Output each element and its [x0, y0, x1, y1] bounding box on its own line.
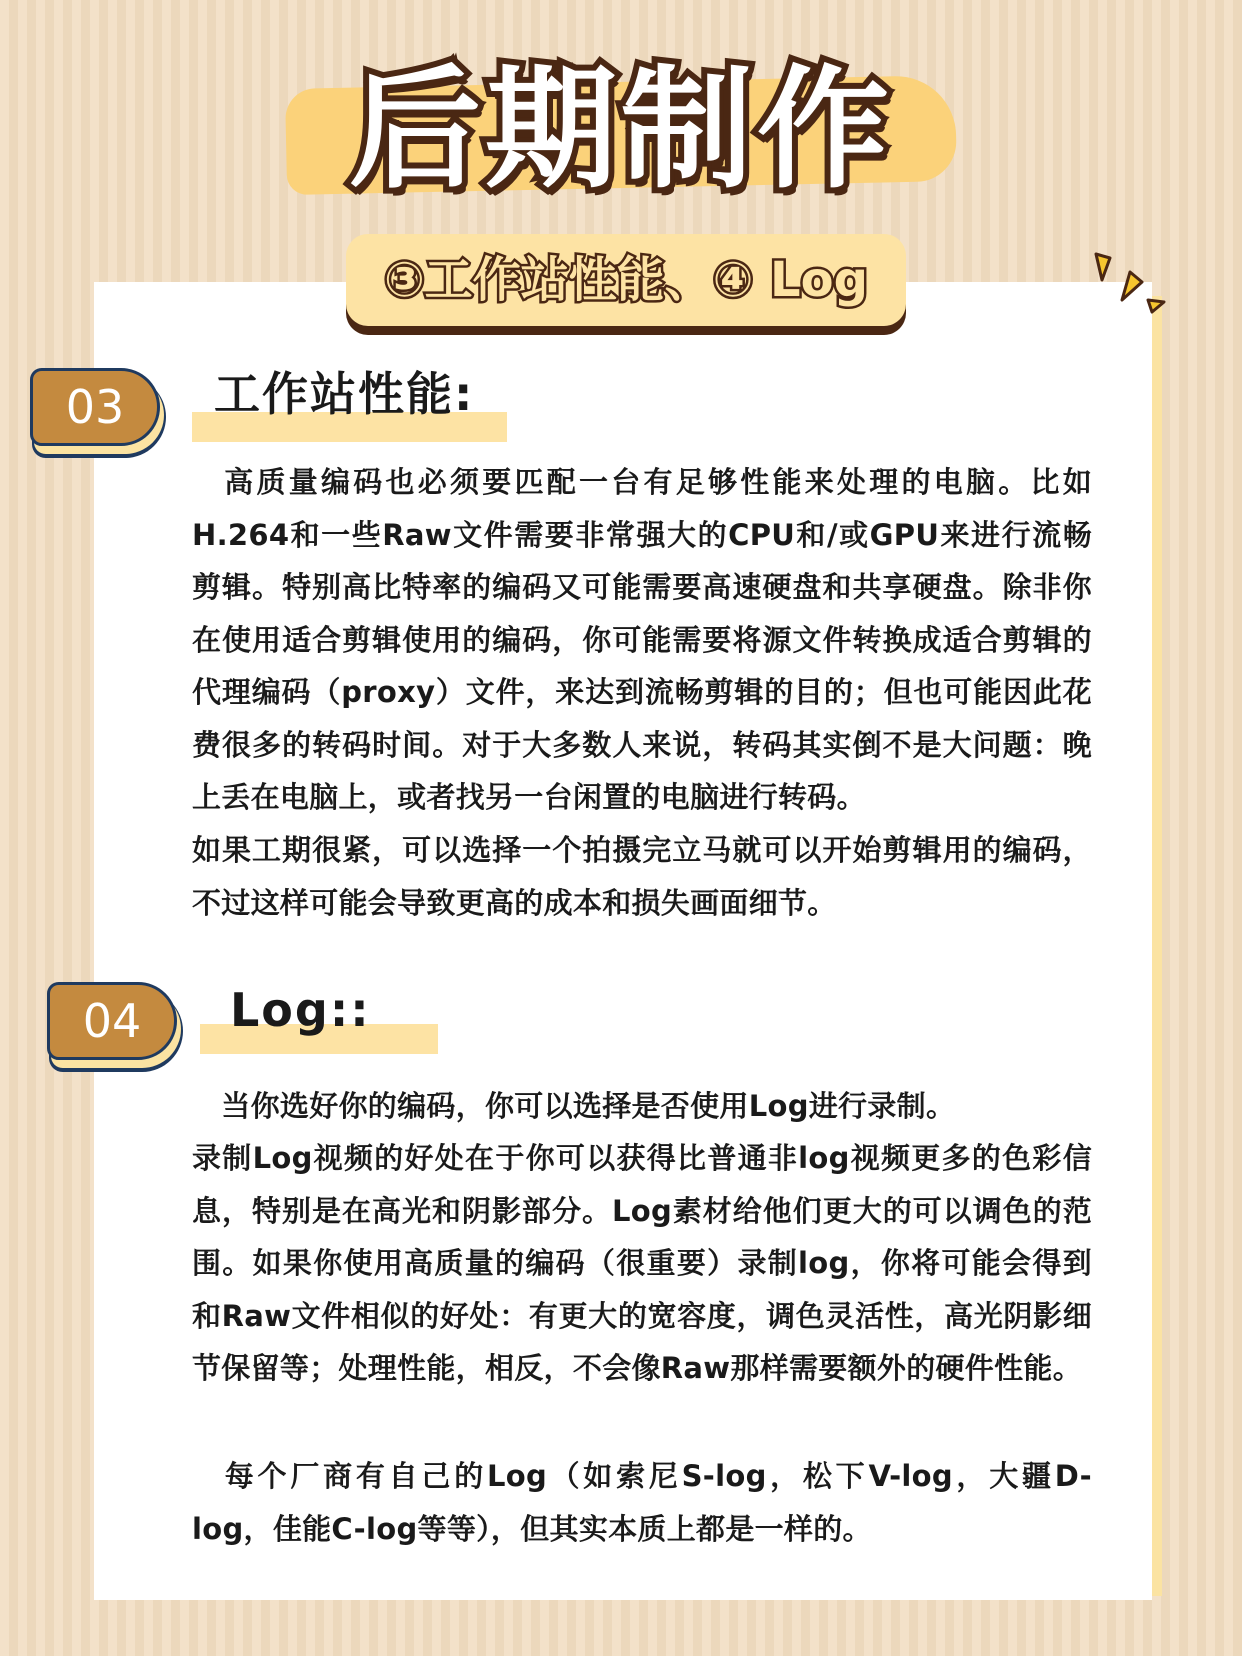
section-paragraph: 如果工期很紧，可以选择一个拍摄完立马就可以开始剪辑用的编码，不过这样可能会导致更高的成本和损失画面细节。	[192, 833, 1092, 920]
section-paragraph: 高质量编码也必须要匹配一台有足够性能来处理的电脑。比如H.264和一些Raw文件需要非常强大的CPU和/或GPU来进行流畅剪辑。特别高比特率的编码又可能需要高速硬盘和共享硬盘。除非你在使用适合剪辑使用的编码，你可能需要将源文件转换成适合剪辑的代理编码（proxy）文件，来达到流畅剪辑的目的；但也可能因此花费很多的转码时间。对于大多数人来说，转码其实倒不是大问题：晚上丢在电脑上，或者找另一台闲置的电脑进行转码。	[192, 465, 1092, 814]
section-title: 工作站性能:	[214, 367, 475, 421]
subtitle-banner: ③工作站性能、④ Log	[346, 234, 906, 326]
sparkle-icon	[1090, 250, 1180, 330]
section-title: Log::	[230, 983, 371, 1037]
section-paragraph: 当你选好你的编码，你可以选择是否使用Log进行录制。	[192, 1089, 956, 1123]
page-title: 后期制作	[349, 53, 893, 207]
section-paragraph: 每个厂商有自己的Log（如索尼S-log，松下V-log，大疆D-log，佳能C-log等等），但其实本质上都是一样的。	[192, 1459, 1092, 1546]
section-paragraph: 录制Log视频的好处在于你可以获得比普通非log视频更多的色彩信息，特别是在高光和阴影部分。Log素材给他们更大的可以调色的范围。如果你使用高质量的编码（很重要）录制log，你将可能会得到和Raw文件相似的好处：有更大的宽容度，调色灵活性，高光阴影细节保留等；处理性能，相反，不会像Raw那样需要额外的硬件性能。	[192, 1141, 1092, 1385]
section-number-badge: 04	[47, 982, 177, 1060]
section-number-badge: 03	[30, 368, 160, 446]
